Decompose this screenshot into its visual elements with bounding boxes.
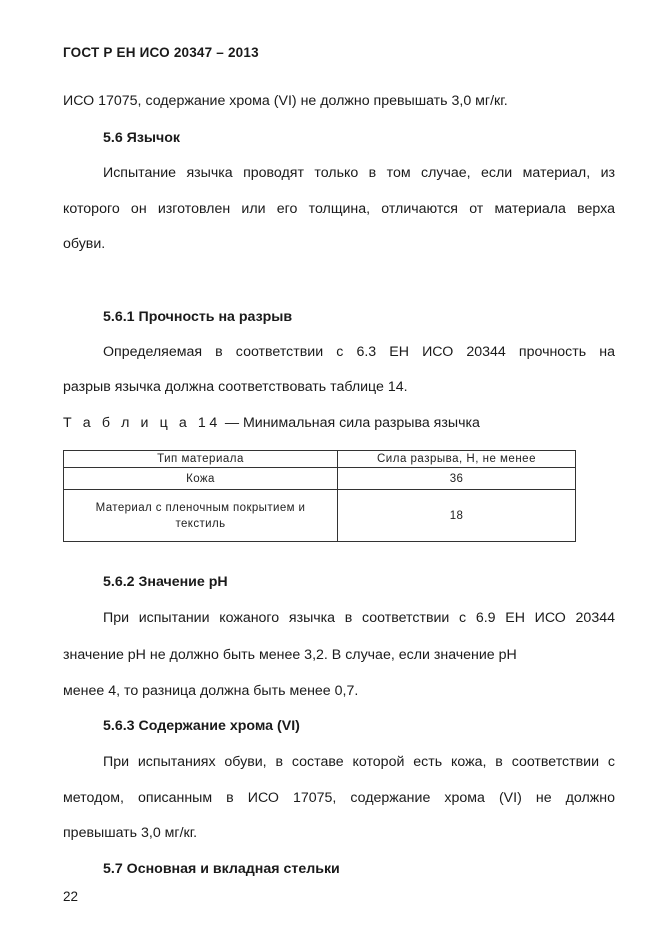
section-5-7-heading: 5.7 Основная и вкладная стельки bbox=[103, 861, 340, 877]
intro-line: ИСО 17075, содержание хрома (VI) не должно превышать 3,0 мг/кг. bbox=[63, 93, 508, 109]
section-5-6-3-text-line: превышать 3,0 мг/кг. bbox=[63, 825, 198, 841]
table-row bbox=[64, 468, 576, 490]
section-5-6-3-text-line: При испытаниях обуви, в составе которой есть кожа, в соответствии с bbox=[103, 754, 615, 770]
section-5-6-text-line: Испытание язычка проводят только в том случае, если материал, из bbox=[103, 165, 615, 181]
section-5-6-text-line: обуви. bbox=[63, 236, 106, 252]
table-caption-label: Т а б л и ц а 14 bbox=[63, 415, 221, 431]
section-5-6-2-text-line: При испытании кожаного язычка в соответствии с 6.9 ЕН ИСО 20344 bbox=[103, 610, 615, 626]
column-header-material: Тип материала bbox=[64, 451, 338, 468]
cell-material bbox=[64, 490, 338, 542]
table-caption-text: — Минимальная сила разрыва язычка bbox=[220, 415, 480, 431]
cell-force: 36 bbox=[338, 468, 576, 490]
cell-force: 18 bbox=[338, 490, 576, 542]
cell-material-line: текстиль bbox=[175, 517, 226, 530]
table-14 bbox=[63, 450, 576, 542]
cell-material: Кожа bbox=[64, 468, 338, 490]
cell-material-line: Материал с пленочным покрытием и bbox=[95, 501, 306, 514]
section-5-6-2-heading: 5.6.2 Значение pH bbox=[103, 574, 228, 590]
section-5-6-1-text-line: разрыв язычка должна соответствовать таблице 14. bbox=[63, 379, 408, 395]
document-header: ГОСТ Р ЕН ИСО 20347 – 2013 bbox=[63, 45, 259, 60]
section-5-6-text-line: которого он изготовлен или его толщина, отличаются от материала верха bbox=[63, 201, 615, 217]
page-number: 22 bbox=[63, 889, 79, 904]
table-header-row bbox=[64, 451, 576, 468]
section-5-6-heading: 5.6 Язычок bbox=[103, 130, 181, 146]
column-header-force: Сила разрыва, Н, не менее bbox=[338, 451, 576, 468]
section-5-6-2-text-line: значение pH не должно быть менее 3,2. В случае, если значение pH bbox=[63, 647, 517, 663]
section-5-6-3-heading: 5.6.3 Содержание хрома (VI) bbox=[103, 718, 300, 734]
section-5-6-1-text-line: Определяемая в соответствии с 6.3 ЕН ИСО 20344 прочность на bbox=[103, 344, 615, 360]
section-5-6-1-heading: 5.6.1 Прочность на разрыв bbox=[103, 309, 293, 325]
section-5-6-2-text-line: менее 4, то разница должна быть менее 0,7. bbox=[63, 683, 359, 699]
section-5-6-3-text-line: методом, описанным в ИСО 17075, содержание хрома (VI) не должно bbox=[63, 790, 615, 806]
table-caption bbox=[63, 415, 480, 431]
table-row bbox=[64, 490, 576, 542]
